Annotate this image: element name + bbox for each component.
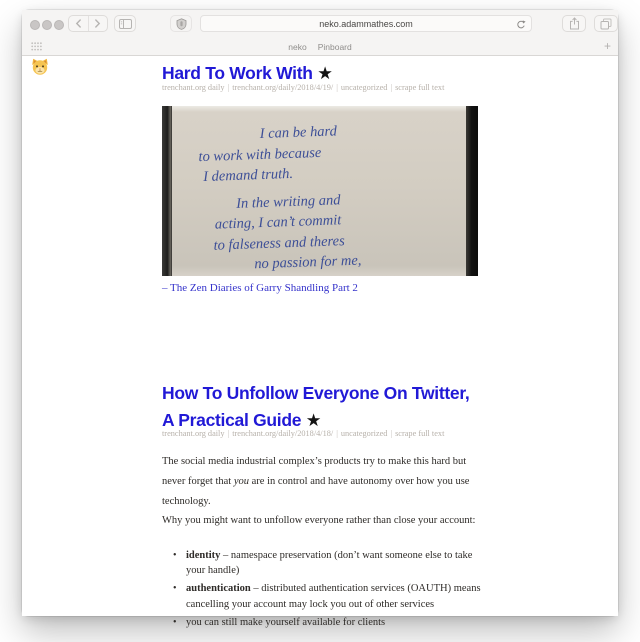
sidebar-icon xyxy=(119,19,132,29)
tabs-icon xyxy=(600,18,612,30)
post-title-link[interactable]: Hard To Work With xyxy=(162,63,313,83)
page-content xyxy=(22,56,618,628)
post-title-unfollow-everyone xyxy=(162,380,492,434)
close-window-button[interactable] xyxy=(30,20,40,30)
sidebar-toggle-button[interactable] xyxy=(114,15,136,32)
handwritten-note-photo xyxy=(162,106,478,276)
share-button[interactable] xyxy=(562,15,586,32)
bullet-icon: • xyxy=(173,583,177,595)
emphasis-you: you xyxy=(233,476,249,487)
address-bar[interactable] xyxy=(200,15,532,32)
star-icon: ★ xyxy=(317,63,333,83)
address-bar-url: neko.adammathes.com xyxy=(319,19,413,29)
list-item: • identity – namespace preservation (don’t want someone else to take your handle) xyxy=(173,550,473,577)
bookmark-item-pinboard[interactable]: Pinboard xyxy=(317,42,352,52)
forward-button[interactable] xyxy=(88,16,108,31)
new-tab-plus-button[interactable]: + xyxy=(603,39,611,53)
meta-category-link[interactable]: uncategorized xyxy=(340,83,388,92)
list-item: • authentication – distributed authentication services (OAUTH) means cancelling your account may lock you out of other services xyxy=(173,583,481,610)
photo-left-dark-edge xyxy=(162,106,172,276)
post-title-link[interactable]: How To Unfollow Everyone On Twitter, A Practical Guide xyxy=(162,383,470,430)
photo-right-dark-edge xyxy=(466,106,478,276)
shield-icon xyxy=(176,18,187,30)
meta-source-link[interactable]: trenchant.org daily xyxy=(162,429,225,438)
meta-scrape-link[interactable]: scrape full text xyxy=(395,83,445,92)
share-icon xyxy=(569,17,580,30)
browser-toolbar xyxy=(22,10,618,39)
handwriting-text: I can be hard to work with because I demand truth. In the writing and acting, I can’t commit to falseness and theres no passion for me, xyxy=(198,123,362,273)
bullet-icon: • xyxy=(173,616,177,628)
content-blocker-extension-button[interactable] xyxy=(170,15,192,32)
meta-source-link[interactable]: trenchant.org daily xyxy=(162,83,225,92)
reasons-list xyxy=(162,548,484,633)
post-paragraph: Why you might want to unfollow everyone rather than close your account: xyxy=(162,515,476,526)
back-button[interactable] xyxy=(69,16,88,31)
history-nav-group xyxy=(68,15,108,32)
photo-caption-link[interactable]: – The Zen Diaries of Garry Shandling Part 2 xyxy=(162,282,358,294)
bookmark-item-neko[interactable]: neko xyxy=(288,42,307,52)
bookmarks-grid-icon[interactable] xyxy=(31,42,42,51)
minimize-window-button[interactable] xyxy=(42,20,52,30)
list-item-clipped: • you can still make yourself available for clients xyxy=(186,615,484,630)
meta-category-link[interactable]: uncategorized xyxy=(340,429,388,438)
cat-face-emoji-logo[interactable] xyxy=(31,58,49,75)
chevron-right-icon xyxy=(94,19,101,28)
show-all-tabs-button[interactable] xyxy=(594,15,618,32)
bookmarks-bar xyxy=(22,38,618,56)
safari-window xyxy=(22,10,618,628)
post-meta: trenchant.org daily | trenchant.org/daily/2018/4/19/ | uncategorized | scrape full text xyxy=(162,83,445,92)
zoom-window-button[interactable] xyxy=(54,20,64,30)
reload-icon[interactable] xyxy=(516,20,526,30)
bookmark-items xyxy=(288,42,351,52)
meta-scrape-link[interactable]: scrape full text xyxy=(395,429,445,438)
post-paragraph: The social media industrial complex’s products try to make this hard but never forget that you are in control and have autonomy over how you use technology. xyxy=(162,456,470,507)
star-icon: ★ xyxy=(305,410,322,430)
meta-permalink[interactable]: trenchant.org/daily/2018/4/18/ xyxy=(232,429,334,438)
post-meta: trenchant.org daily | trenchant.org/daily/2018/4/18/ | uncategorized | scrape full text xyxy=(162,429,445,438)
chevron-left-icon xyxy=(75,19,82,28)
bullet-icon: • xyxy=(173,550,177,561)
meta-permalink[interactable]: trenchant.org/daily/2018/4/19/ xyxy=(232,83,334,92)
